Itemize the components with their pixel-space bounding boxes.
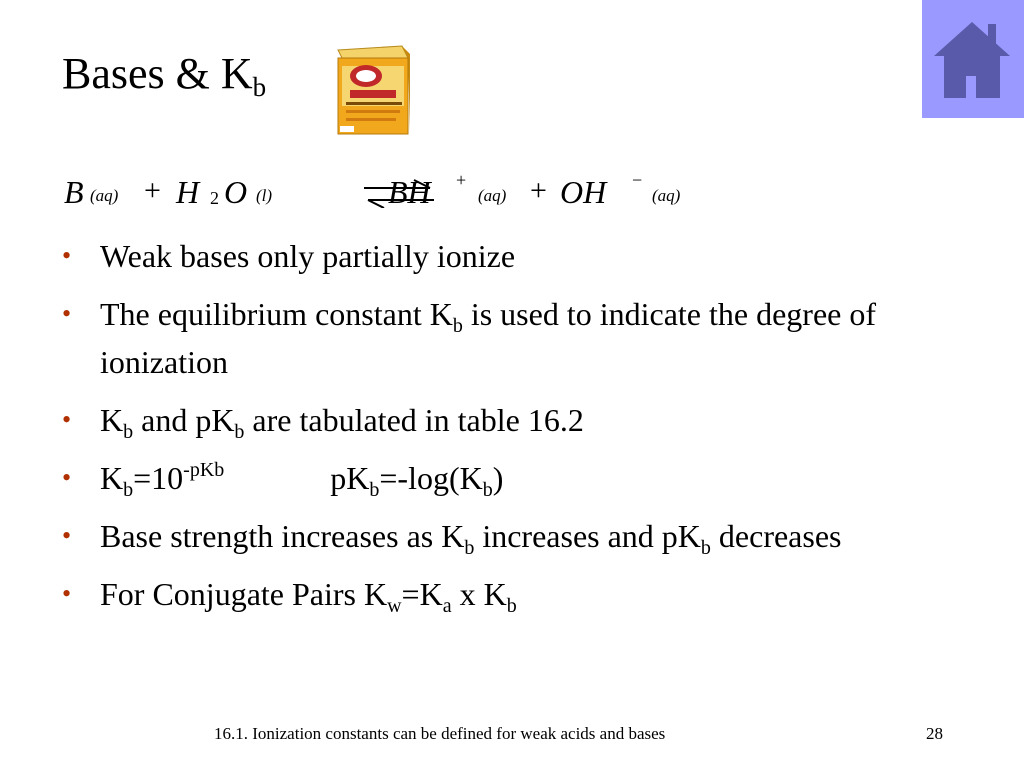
baking-soda-box-image (330, 40, 416, 138)
slide-footer: 16.1. Ionization constants can be defined for weak acids and bases (214, 724, 666, 743)
bullet-dot-icon: • (62, 579, 72, 608)
bullet-list (62, 232, 922, 628)
eq-product-hydroxide-state: (aq) (652, 186, 681, 205)
eq-product-hydroxide-charge: − (632, 170, 643, 190)
bullet-dot-icon: • (62, 521, 72, 550)
eq-product-conj-acid-charge: + (456, 170, 467, 190)
slide-title: Bases & $K_b$ (62, 49, 267, 102)
bullet-dot-icon: • (62, 463, 72, 492)
eq-reactant-base: B (64, 174, 84, 210)
eq-water-o: O (224, 174, 248, 210)
bullet-dot-icon: • (62, 405, 72, 434)
eq-product-hydroxide: OH (560, 174, 607, 210)
bullet-item: • For Conjugate Pairs $K_w=K_a$ x $K_b$ (62, 570, 922, 618)
page-number: 28 (926, 724, 943, 743)
eq-plus-1: + (144, 174, 161, 207)
bullet-item: • $K_b=10^{-pKb}$ $pK_b=-\log(K_b)$ (62, 454, 922, 502)
eq-water-subscript: 2 (210, 188, 219, 208)
home-icon (932, 18, 1012, 100)
eq-product-conj-acid: BH (388, 174, 431, 210)
home-button[interactable] (922, 0, 1024, 118)
eq-water-h: H (176, 174, 200, 210)
bullet-item: • Base strength increases as $K_b$ increases and $pK_b$ decreases (62, 512, 922, 560)
bullet-dot-icon: • (62, 299, 72, 328)
eq-reactant-base-state: (aq) (90, 186, 119, 205)
eq-product-conj-acid-state: (aq) (478, 186, 507, 205)
bullet-dot-icon: • (62, 241, 72, 270)
bullet-item: • $K_b$ and $pK_b$ are tabulated in table 16.2 (62, 396, 922, 444)
ionization-equation (64, 172, 784, 220)
eq-plus-2: + (530, 174, 547, 207)
bullet-item: • The equilibrium constant $K_b$ is used to indicate the degree of ionization (62, 290, 922, 386)
eq-water-state: (l) (256, 186, 273, 205)
bullet-item: • Weak bases only partially ionize (62, 232, 922, 280)
